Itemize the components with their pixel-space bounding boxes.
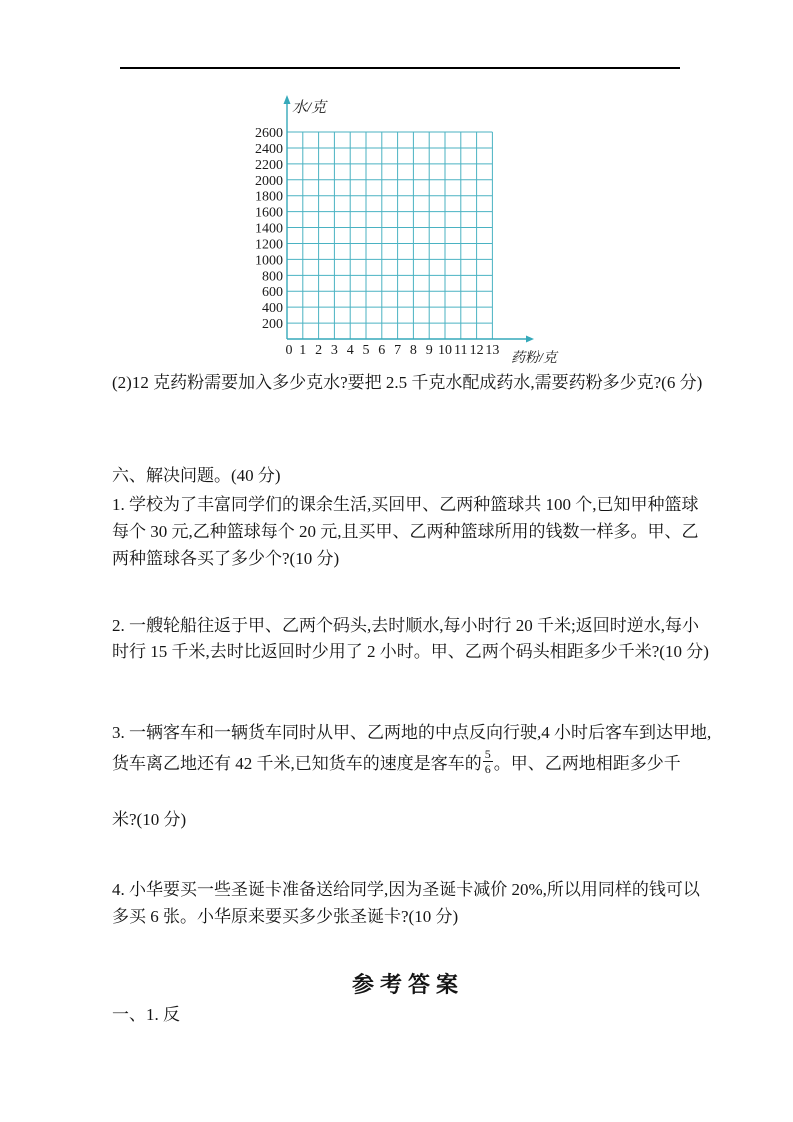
svg-text:13: 13	[485, 343, 500, 358]
fraction-five-sixths	[483, 748, 493, 775]
question-3-line-1: 3. 一辆客车和一辆货车同时从甲、乙两地的中点反向行驶,4 小时后客车到达甲地,	[112, 723, 712, 742]
svg-text:12: 12	[469, 343, 484, 358]
svg-text:10: 10	[438, 343, 452, 358]
svg-text:600: 600	[262, 285, 283, 301]
svg-text:4: 4	[346, 343, 354, 358]
svg-text:水/克: 水/克	[292, 100, 327, 116]
svg-text:6: 6	[378, 343, 386, 358]
answer-line-1: 一、1. 反	[112, 1005, 180, 1024]
question-4-line-1: 4. 小华要买一些圣诞卡准备送给同学,因为圣诞卡减价 20%,所以用同样的钱可以	[112, 880, 700, 899]
svg-text:2600: 2600	[255, 126, 283, 142]
svg-text:3: 3	[330, 343, 338, 358]
svg-text:7: 7	[394, 343, 402, 358]
svg-text:0: 0	[285, 343, 293, 358]
svg-text:8: 8	[409, 343, 417, 358]
reference-answers-title: 参考答案	[352, 972, 465, 997]
svg-text:2000: 2000	[255, 173, 283, 189]
svg-text:药粉/克: 药粉/克	[511, 351, 557, 366]
question-3-line-3: 米?(10 分)	[112, 810, 187, 829]
svg-text:1400: 1400	[255, 221, 283, 237]
question-2-line-1: 2. 一艘轮船往返于甲、乙两个码头,去时顺水,每小时行 20 千米;返回时逆水,每小	[112, 616, 699, 635]
svg-text:200: 200	[262, 317, 283, 333]
svg-text:1600: 1600	[255, 205, 283, 221]
section-six-header: 六、解决问题。(40 分)	[112, 466, 281, 485]
svg-text:1200: 1200	[255, 237, 283, 253]
svg-text:9: 9	[425, 343, 433, 358]
svg-text:2: 2	[315, 343, 323, 358]
svg-text:5: 5	[362, 343, 370, 358]
svg-text:400: 400	[262, 301, 283, 317]
question-part2-text: (2)12 克药粉需要加入多少克水?要把 2.5 千克水配成药水,需要药粉多少克?(6 分)	[112, 373, 703, 392]
coordinate-grid-chart	[228, 90, 588, 380]
svg-text:2400: 2400	[255, 141, 283, 157]
question-4-line-2: 多买 6 张。小华原来要买多少张圣诞卡?(10 分)	[112, 907, 459, 926]
question-2-line-2: 时行 15 千米,去时比返回时少用了 2 小时。甲、乙两个码头相距多少千米?(10 分)	[112, 642, 709, 661]
question-3-line-2	[112, 748, 681, 775]
svg-text:1: 1	[299, 343, 307, 358]
question-1-line-3: 两种篮球各买了多少个?(10 分)	[112, 549, 340, 568]
question-3-line-2-text-after: 。甲、乙两地相距多少千	[493, 754, 681, 773]
top-divider-line	[120, 67, 680, 69]
fraction-numerator: 5	[484, 747, 491, 761]
svg-text:800: 800	[262, 269, 283, 285]
fraction-denominator: 6	[484, 762, 491, 776]
question-1-line-2: 每个 30 元,乙种篮球每个 20 元,且买甲、乙两种篮球所用的钱数一样多。甲、乙	[112, 522, 699, 541]
water-powder-grid-svg	[228, 90, 588, 380]
svg-text:1000: 1000	[255, 253, 283, 269]
svg-text:11: 11	[454, 343, 468, 358]
svg-text:2200: 2200	[255, 157, 283, 173]
question-1-line-1: 1. 学校为了丰富同学们的课余生活,买回甲、乙两种篮球共 100 个,已知甲种篮球	[112, 495, 699, 514]
svg-text:1800: 1800	[255, 189, 283, 205]
question-3-line-2-text: 货车离乙地还有 42 千米,已知货车的速度是客车的	[112, 754, 482, 773]
